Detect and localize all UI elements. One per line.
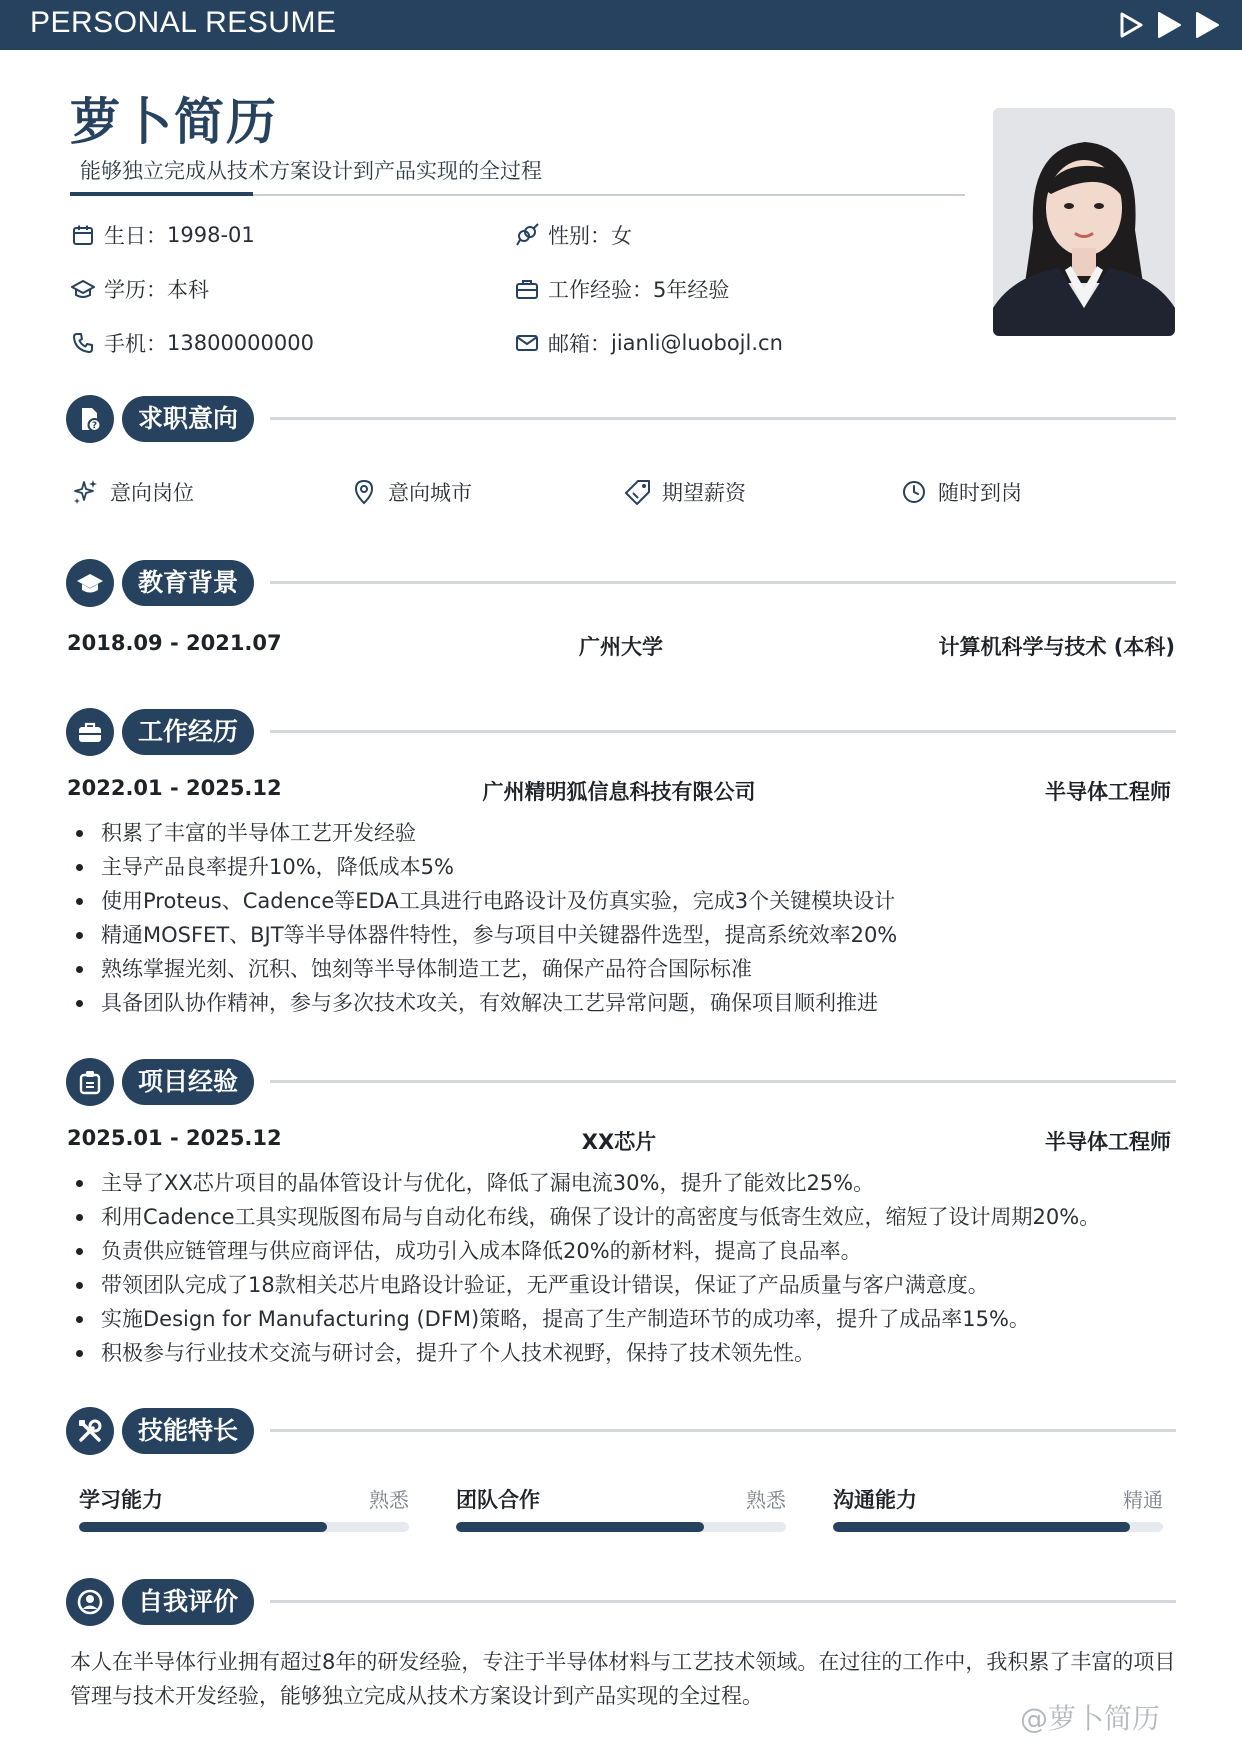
- birthday-label: 生日：: [104, 224, 167, 248]
- skill-name: 学习能力: [79, 1488, 163, 1512]
- project-period: 2025.01 - 2025.12: [67, 1126, 282, 1150]
- skill-name: 团队合作: [456, 1488, 540, 1512]
- section-header-self: [66, 1576, 1176, 1628]
- skill-item: [833, 1484, 1163, 1544]
- info-email: [514, 328, 783, 358]
- section-title-project: 项目经验: [122, 1059, 254, 1105]
- project-role: 半导体工程师: [1045, 1130, 1171, 1154]
- list-item: 带领团队完成了18款相关芯片电路设计验证，无严重设计错误，保证了产品质量与客户满意度。: [70, 1268, 1170, 1302]
- info-birthday: [70, 220, 255, 250]
- banner-title: PERSONAL RESUME: [30, 6, 337, 39]
- section-title-work: 工作经历: [122, 709, 254, 755]
- intent-city: [350, 477, 472, 507]
- skill-bar-fill: [833, 1522, 1130, 1532]
- project-bullet-list: [70, 1166, 1170, 1370]
- play-solid-icon: [1156, 11, 1182, 39]
- briefcase-icon: [514, 276, 540, 302]
- section-divider: [270, 581, 1176, 584]
- intent-salary: [624, 477, 746, 507]
- section-title-intent: 求职意向: [122, 396, 254, 442]
- top-banner: [0, 0, 1242, 50]
- banner-arrows: [1118, 11, 1220, 39]
- section-title-education: 教育背景: [122, 560, 254, 606]
- location-pin-icon: [350, 478, 378, 506]
- education-row: [67, 631, 1175, 661]
- watermark: @萝卜简历: [1020, 1702, 1161, 1735]
- skill-bar-fill: [456, 1522, 704, 1532]
- education-school: 广州大学: [579, 635, 663, 659]
- list-item: 主导了XX芯片项目的晶体管设计与优化，降低了漏电流30%，提升了能效比25%。: [70, 1166, 1170, 1200]
- experience-value: 5年经验: [653, 278, 730, 302]
- list-item: 主导产品良率提升10%，降低成本5%: [70, 850, 1170, 884]
- section-divider: [270, 730, 1176, 733]
- skill-level: 熟悉: [746, 1488, 786, 1512]
- graduation-cap-icon: [66, 559, 114, 607]
- section-divider: [270, 1429, 1176, 1432]
- skill-bar-track: [79, 1522, 409, 1532]
- section-header-work: [66, 706, 1176, 758]
- intent-city-label: 意向城市: [388, 481, 472, 505]
- gender-value: 女: [611, 224, 632, 248]
- birthday-value: 1998-01: [167, 223, 255, 247]
- info-experience: [514, 274, 729, 304]
- gender-icon: [514, 222, 540, 248]
- intent-availability: [900, 477, 1022, 507]
- clipboard-icon: [66, 1058, 114, 1106]
- envelope-icon: [514, 330, 540, 356]
- work-row: [67, 776, 1171, 806]
- work-period: 2022.01 - 2025.12: [67, 776, 282, 800]
- skill-level: 精通: [1123, 1488, 1163, 1512]
- svg-text:?: ?: [91, 421, 98, 431]
- briefcase-icon: [66, 708, 114, 756]
- info-education: [70, 274, 209, 304]
- list-item: 利用Cadence工具实现版图布局与自动化布线，确保了设计的高密度与低寄生效应，缩短了设计周期20%。: [70, 1200, 1170, 1234]
- skill-bar-fill: [79, 1522, 327, 1532]
- email-value[interactable]: jianli@luobojl.cn: [611, 331, 783, 355]
- section-title-skills: 技能特长: [122, 1408, 254, 1454]
- education-major: 计算机科学与技术 (本科): [938, 635, 1175, 659]
- list-item: 积极参与行业技术交流与研讨会，提升了个人技术视野，保持了技术领先性。: [70, 1336, 1170, 1370]
- project-row: [67, 1126, 1171, 1156]
- email-label: 邮箱：: [548, 332, 611, 356]
- intent-salary-label: 期望薪资: [662, 481, 746, 505]
- work-company: 广州精明狐信息科技有限公司: [482, 780, 756, 804]
- list-item: 积累了丰富的半导体工艺开发经验: [70, 816, 1170, 850]
- list-item: 使用Proteus、Cadence等EDA工具进行电路设计及仿真实验，完成3个关键模块设计: [70, 884, 1170, 918]
- list-item: 负责供应链管理与供应商评估，成功引入成本降低20%的新材料，提高了良品率。: [70, 1234, 1170, 1268]
- graduation-cap-icon: [70, 276, 96, 302]
- education-label: 学历：: [104, 278, 167, 302]
- gender-label: 性别：: [548, 224, 611, 248]
- work-role: 半导体工程师: [1045, 780, 1171, 804]
- section-title-self: 自我评价: [122, 1579, 254, 1625]
- sparkle-icon: [72, 478, 100, 506]
- candidate-name: 萝卜简历: [70, 93, 278, 151]
- skill-bar-track: [833, 1522, 1163, 1532]
- intent-position: [72, 477, 194, 507]
- candidate-tagline: 能够独立完成从技术方案设计到产品实现的全过程: [80, 159, 542, 183]
- profile-photo: [993, 108, 1175, 336]
- clock-icon: [900, 478, 928, 506]
- experience-label: 工作经验：: [548, 278, 653, 302]
- section-header-skills: [66, 1405, 1176, 1457]
- skill-item: [79, 1484, 409, 1544]
- self-evaluation-text: 本人在半导体行业拥有超过8年的研发经验，专注于半导体材料与工艺技术领域。在过往的工作中，我积累了丰富的项目管理与技术开发经验，能够独立完成从技术方案设计到产品实现的全过程。: [70, 1650, 1176, 1708]
- list-item: 精通MOSFET、BJT等半导体器件特性，参与项目中关键器件选型，提高系统效率20%: [70, 918, 1170, 952]
- list-item: 实施Design for Manufacturing (DFM)策略，提高了生产制造环节的成功率，提升了成品率15%。: [70, 1302, 1170, 1336]
- section-divider: [270, 1080, 1176, 1083]
- list-item: 熟练掌握光刻、沉积、蚀刻等半导体制造工艺，确保产品符合国际标准: [70, 952, 1170, 986]
- skill-name: 沟通能力: [833, 1488, 917, 1512]
- calendar-icon: [70, 222, 96, 248]
- play-outline-icon: [1118, 11, 1144, 39]
- title-divider-accent: [70, 192, 253, 196]
- section-header-education: [66, 557, 1176, 609]
- intent-availability-label: 随时到岗: [938, 481, 1022, 505]
- section-header-project: [66, 1056, 1176, 1108]
- skill-item: [456, 1484, 786, 1544]
- user-icon: [66, 1578, 114, 1626]
- education-period: 2018.09 - 2021.07: [67, 631, 282, 655]
- play-solid-icon: [1194, 11, 1220, 39]
- info-gender: [514, 220, 632, 250]
- info-phone: [70, 328, 314, 358]
- tools-icon: [66, 1407, 114, 1455]
- document-icon: [66, 395, 114, 443]
- section-divider: [270, 417, 1176, 420]
- work-bullet-list: [70, 816, 1170, 1020]
- intent-position-label: 意向岗位: [110, 481, 194, 505]
- phone-value: 13800000000: [167, 331, 314, 355]
- phone-label: 手机：: [104, 332, 167, 356]
- section-divider: [270, 1600, 1176, 1603]
- education-value: 本科: [167, 278, 209, 302]
- project-name: XX芯片: [581, 1130, 657, 1154]
- phone-icon: [70, 330, 96, 356]
- skill-bar-track: [456, 1522, 786, 1532]
- price-tag-icon: [624, 478, 652, 506]
- section-header-intent: [66, 393, 1176, 445]
- skill-level: 熟悉: [369, 1488, 409, 1512]
- list-item: 具备团队协作精神，参与多次技术攻关，有效解决工艺异常问题，确保项目顺利推进: [70, 986, 1170, 1020]
